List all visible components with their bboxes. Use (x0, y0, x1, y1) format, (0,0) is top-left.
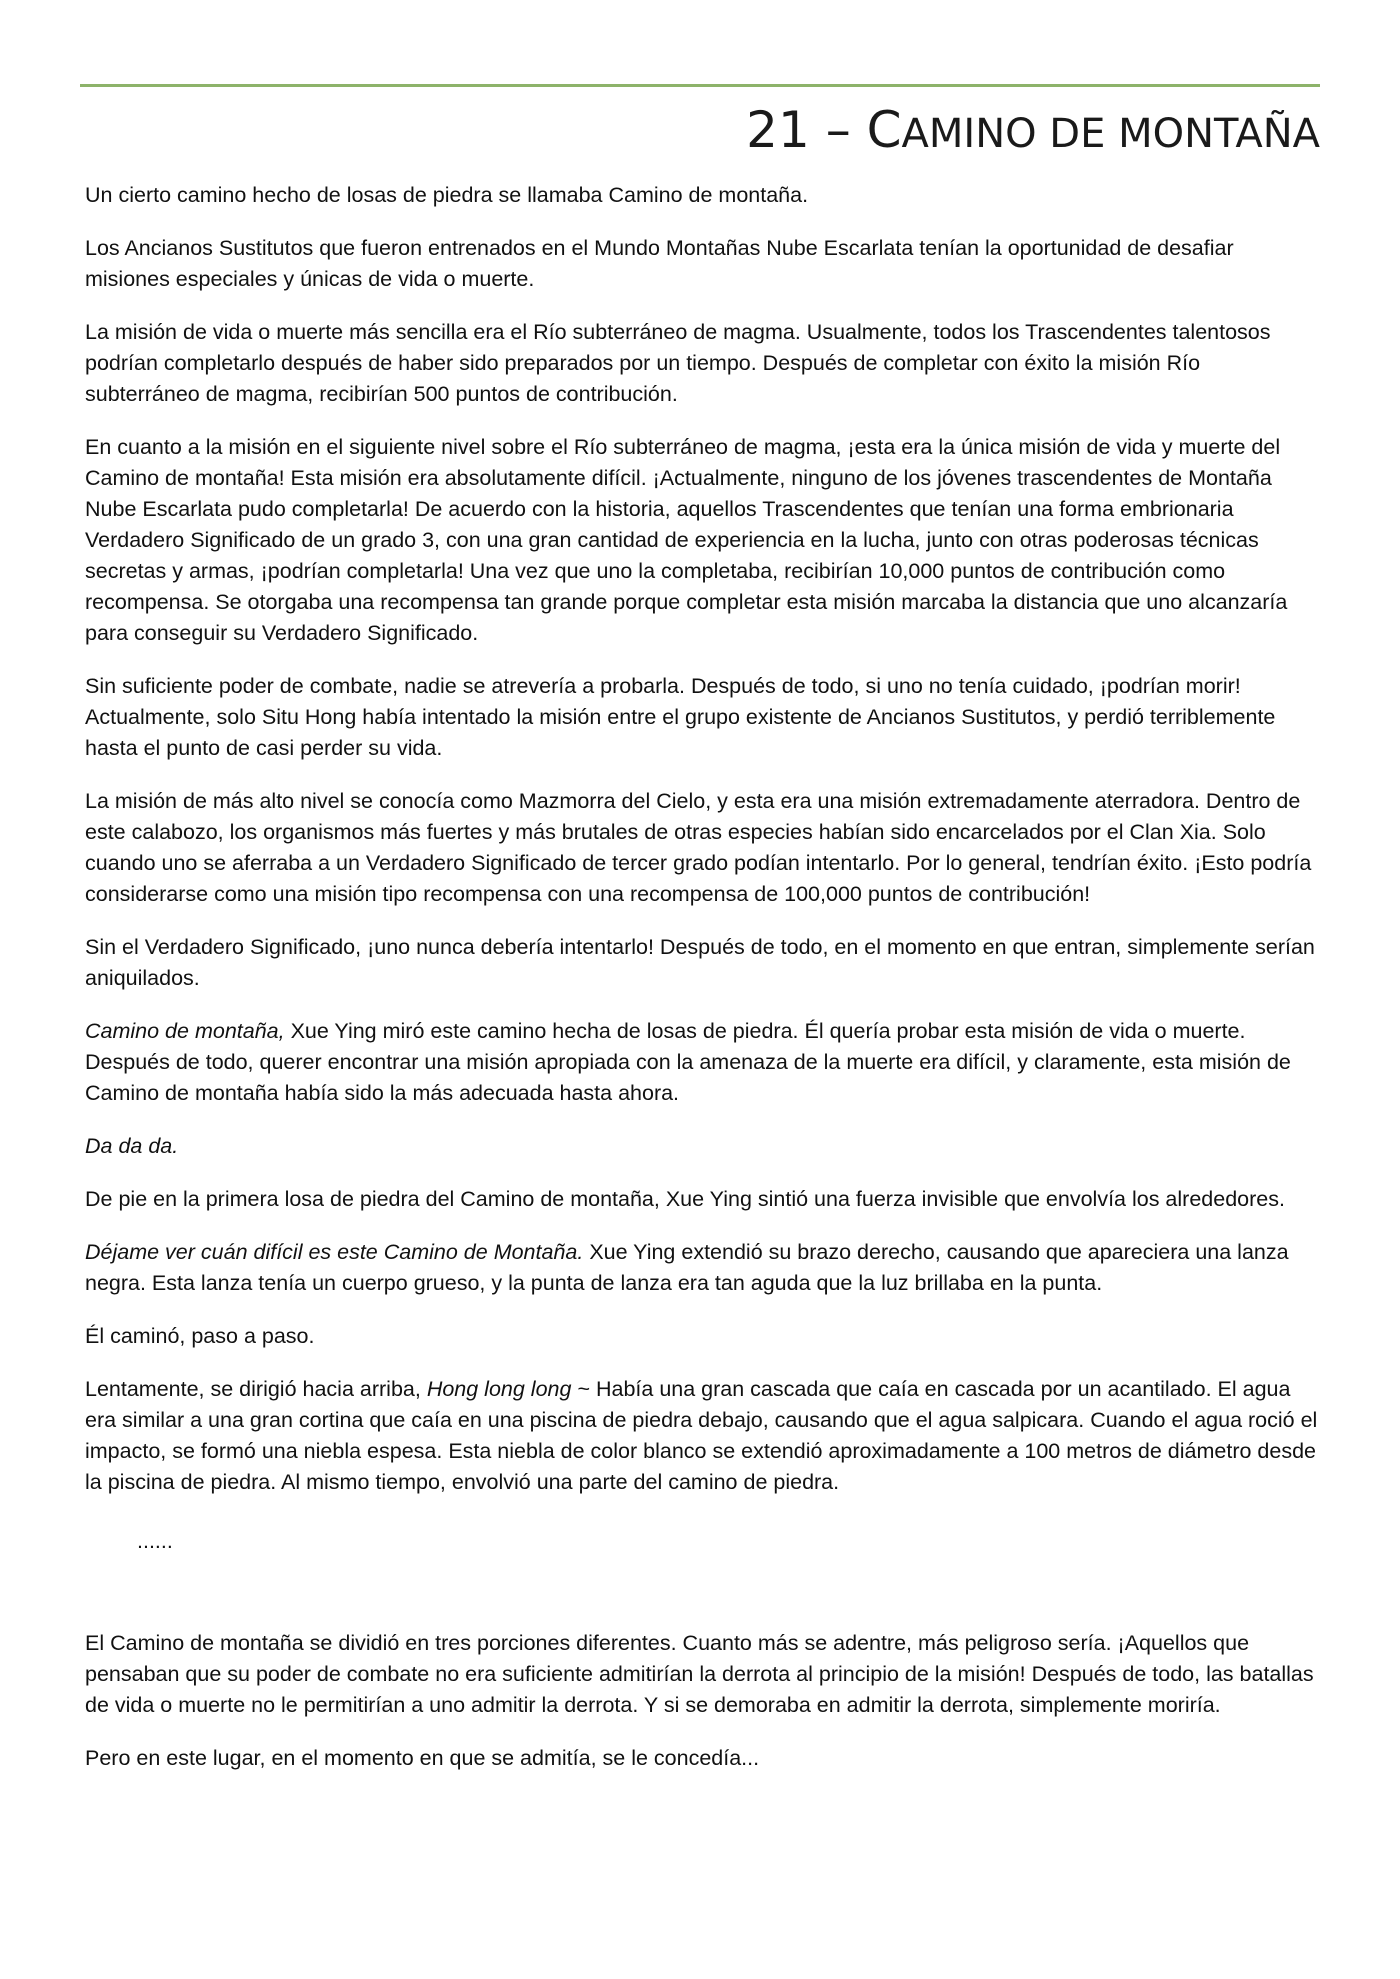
paragraph-13 (85, 1374, 1320, 1498)
paragraph-13-italic: Hong long long (426, 1377, 572, 1401)
paragraph-6: La misión de más alto nivel se conocía como Mazmorra del Cielo, y esta era una misión extremadamente aterradora. Dentro de este calabozo, los organismos más fuertes y más brutales de otras especies habían sido encarcelados por el Clan Xia. Solo cuando uno se aferraba a un Verdadero Significado de tercer grado podían intentarlo. Por lo general, tendrían éxito. ¡Esto podría considerarse como una misión tipo recompensa con una recompensa de 100,000 puntos de contribución! (85, 789, 1312, 906)
paragraph-8 (85, 1016, 1320, 1109)
paragraph-11-italic: Déjame ver cuán difícil es este Camino de Montaña. (85, 1240, 584, 1264)
paragraph-4: En cuanto a la misión en el siguiente nivel sobre el Río subterráneo de magma, ¡esta era la única misión de vida y muerte del Camino de montaña! Esta misión era absolutamente difícil. ¡Actualmente, ninguno de los jóvenes trascendentes de Montaña Nube Escarlata pudo completarla! De acuerdo con la historia, aquellos Trascendentes que tenían una forma embrionaria Verdadero Significado de un grado 3, con una gran cantidad de experiencia en la lucha, junto con otras poderosas técnicas secretas y armas, ¡podrían completarla! Una vez que uno la completaba, recibirían 10,000 puntos de contribución como recompensa. Se otorgaba una recompensa tan grande porque completar esta misión marcaba la distancia que uno alcanzaría para conseguir su Verdadero Significado. (85, 435, 1288, 645)
chapter-title-rest: AMINO DE MONTAÑA (901, 111, 1320, 157)
paragraph-7: Sin el Verdadero Significado, ¡uno nunca debería intentarlo! Después de todo, en el momento en que entran, simplemente serían aniquilados. (85, 935, 1315, 990)
paragraph-13-text: ~ Había una gran cascada que caía en cascada por un acantilado. El agua era similar a una gran cortina que caía en una piscina de piedra debajo, causando que el agua salpicara. Cuando el agua roció el impacto, se formó una niebla espesa. Esta niebla de color blanco se extendió aproximadamente a 100 metros de diámetro desde la piscina de piedra. Al mismo tiempo, envolvió una parte del camino de piedra. (85, 1377, 1318, 1494)
paragraph-14: El Camino de montaña se dividió en tres porciones diferentes. Cuanto más se adentre, más peligroso sería. ¡Aquellos que pensaban que su poder de combate no era suficiente admitirían la derrota al principio de la misión! Después de todo, las batallas de vida o muerte no le permitirían a uno admitir la derrota. Y si se demoraba en admitir la derrota, simplemente moriría. (85, 1631, 1314, 1717)
chapter-title-initial: C (866, 101, 902, 159)
chapter-number: 21 (746, 101, 810, 159)
paragraph-9 (85, 1131, 1320, 1162)
paragraph-15: Pero en este lugar, en el momento en que se admitía, se le concedía... (85, 1746, 760, 1770)
paragraph-9-italic: Da da da. (85, 1134, 179, 1158)
paragraph-10: De pie en la primera losa de piedra del Camino de montaña, Xue Ying sintió una fuerza invisible que envolvía los alrededores. (85, 1187, 1285, 1211)
chapter-dash: – (825, 101, 851, 159)
paragraph-11-text: Xue Ying extendió su brazo derecho, causando que apareciera una lanza negra. Esta lanza tenía un cuerpo grueso, y la punta de lanza era tan aguda que la luz brillaba en la punta. (85, 1240, 1289, 1295)
paragraph-11 (85, 1237, 1320, 1299)
paragraph-5: Sin suficiente poder de combate, nadie se atrevería a probarla. Después de todo, si uno no tenía cuidado, ¡podrían morir! Actualmente, solo Situ Hong había intentado la misión entre el grupo existente de Ancianos Sustitutos, y perdió terriblemente hasta el punto de casi perder su vida. (85, 674, 1276, 760)
paragraph-8-italic: Camino de montaña, (85, 1019, 285, 1043)
paragraph-13-start: Lentamente, se dirigió hacia arriba, (85, 1377, 427, 1401)
paragraph-8-text: Xue Ying miró este camino hecha de losas de piedra. Él quería probar esta misión de vida o muerte. Después de todo, querer encontrar una misión apropiada con la amenaza de la muerte era difícil, y claramente, esta misión de Camino de montaña había sido la más adecuada hasta ahora. (85, 1019, 1291, 1105)
scene-break-ellipsis: ...... (137, 1529, 173, 1553)
header-rule (80, 84, 1320, 87)
chapter-title (746, 98, 1320, 166)
paragraph-1: Un cierto camino hecho de losas de piedra se llamaba Camino de montaña. (85, 183, 809, 207)
paragraph-2: Los Ancianos Sustitutos que fueron entrenados en el Mundo Montañas Nube Escarlata tenían la oportunidad de desafiar misiones especiales y únicas de vida o muerte. (85, 236, 1234, 291)
paragraph-12: Él caminó, paso a paso. (85, 1324, 315, 1348)
chapter-body (85, 180, 1320, 1796)
paragraph-3: La misión de vida o muerte más sencilla era el Río subterráneo de magma. Usualmente, todos los Trascendentes talentosos podrían completarlo después de haber sido preparados por un tiempo. Después de completar con éxito la misión Río subterráneo de magma, recibirían 500 puntos de contribución. (85, 320, 1271, 406)
